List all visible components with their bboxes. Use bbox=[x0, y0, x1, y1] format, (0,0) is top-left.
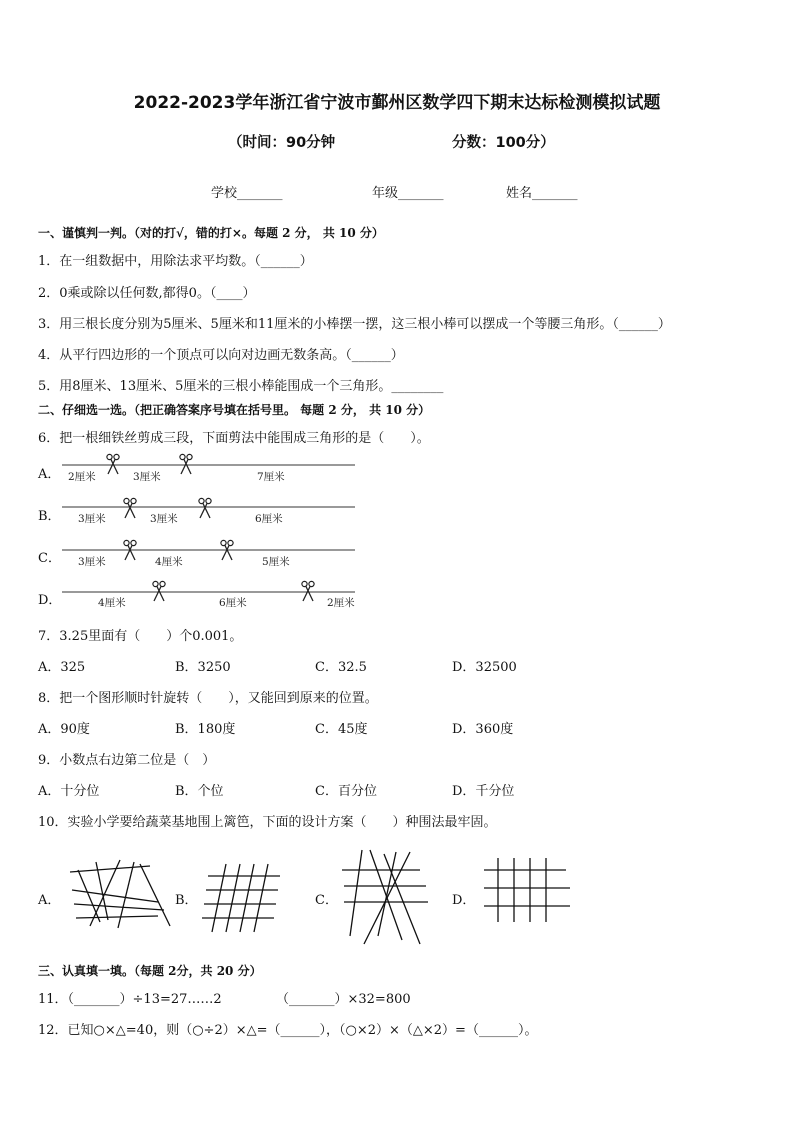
q6-a-segment-2: 3厘米 bbox=[133, 471, 161, 483]
fence-c-diagram bbox=[342, 850, 428, 944]
question-6: 6．把一根细铁丝剪成三段，下面剪法中能围成三角形的是（ ）。 bbox=[38, 431, 430, 446]
q6-option-b-label: B． bbox=[38, 509, 61, 524]
section-2-heading: 二、仔细选一选。（把正确答案序号填在括号里。 每题 2 分， 共 10 分） bbox=[38, 403, 431, 417]
q6-b-segment-2: 3厘米 bbox=[150, 513, 178, 525]
q8-option-b: B．180度 bbox=[175, 722, 236, 737]
q9-option-a: A．十分位 bbox=[38, 784, 100, 799]
q6-wire-diagrams bbox=[0, 450, 400, 620]
fence-d-diagram bbox=[484, 858, 570, 922]
scissors-icon bbox=[153, 581, 165, 601]
q6-d-segment-2: 6厘米 bbox=[219, 597, 247, 609]
fence-a-diagram bbox=[70, 860, 170, 928]
q6-a-segment-3: 7厘米 bbox=[257, 471, 285, 483]
scissors-icon bbox=[199, 498, 211, 518]
q6-option-a-label: A． bbox=[38, 467, 61, 482]
section-3-heading: 三、认真填一填。（每题 2分，共 20 分） bbox=[38, 964, 262, 978]
q6-c-segment-3: 5厘米 bbox=[262, 556, 290, 568]
q10-option-d-label: D． bbox=[452, 893, 476, 908]
q6-option-a-wire bbox=[62, 454, 355, 483]
q6-c-segment-2: 4厘米 bbox=[155, 556, 183, 568]
q10-option-b-label: B． bbox=[175, 893, 198, 908]
scissors-icon bbox=[302, 581, 314, 601]
scissors-icon bbox=[180, 454, 192, 474]
q9-option-b: B．个位 bbox=[175, 784, 224, 799]
q7-option-c: C．32.5 bbox=[315, 660, 367, 675]
question-9: 9．小数点右边第二位是（ ） bbox=[38, 753, 216, 768]
q8-option-d: D．360度 bbox=[452, 722, 514, 737]
q9-option-c: C．百分位 bbox=[315, 784, 377, 799]
exam-score: 分数：100分） bbox=[452, 135, 555, 151]
question-10: 10．实验小学要给蔬菜基地围上篱笆，下面的设计方案（ ）种围法最牢固。 bbox=[38, 815, 497, 830]
q8-option-c: C．45度 bbox=[315, 722, 368, 737]
question-8: 8．把一个图形顺时针旋转（ ），又能回到原来的位置。 bbox=[38, 691, 378, 706]
q7-option-d: D．32500 bbox=[452, 660, 517, 675]
q6-option-d-wire bbox=[62, 581, 355, 609]
scissors-icon bbox=[107, 454, 119, 474]
question-3: 3．用三根长度分别为5厘米、5厘米和11厘米的小棒摆一摆，这三根小棒可以摆成一个等腰三角形。（______） bbox=[38, 317, 671, 332]
q6-option-c-label: C． bbox=[38, 551, 61, 566]
question-4: 4．从平行四边形的一个顶点可以向对边画无数条高。（______） bbox=[38, 348, 404, 363]
q10-fence-diagrams bbox=[0, 840, 600, 950]
q6-c-segment-1: 3厘米 bbox=[78, 556, 106, 568]
grade-field: 年级_______ bbox=[372, 186, 444, 201]
question-12: 12．已知○×△=40，则（○÷2）×△=（______），（○×2）×（△×2）=（______）。 bbox=[38, 1023, 538, 1038]
question-2: 2．0乘或除以任何数,都得0。（____） bbox=[38, 286, 256, 301]
q6-b-segment-3: 6厘米 bbox=[255, 513, 283, 525]
q7-option-b: B．3250 bbox=[175, 660, 231, 675]
school-field: 学校_______ bbox=[211, 186, 283, 201]
fence-b-diagram bbox=[202, 864, 280, 932]
question-1: 1．在一组数据中，用除法求平均数。（______） bbox=[38, 254, 313, 269]
question-11b: （_______）×32=800 bbox=[276, 992, 411, 1007]
exam-time: （时间：90分钟 bbox=[228, 135, 336, 151]
question-11a: 11．（_______）÷13=27……2 bbox=[38, 992, 222, 1007]
q6-option-d-label: D． bbox=[38, 593, 62, 608]
q7-option-a: A．325 bbox=[38, 660, 86, 675]
q9-option-d: D．千分位 bbox=[452, 784, 515, 799]
name-field: 姓名_______ bbox=[506, 186, 578, 201]
q6-option-b-wire bbox=[62, 498, 355, 525]
scissors-icon bbox=[124, 498, 136, 518]
question-5: 5．用8厘米、13厘米、5厘米的三根小棒能围成一个三角形。________ bbox=[38, 379, 444, 394]
q6-a-segment-1: 2厘米 bbox=[68, 471, 96, 483]
q6-d-segment-3: 2厘米 bbox=[327, 597, 355, 609]
q8-option-a: A．90度 bbox=[38, 722, 90, 737]
q10-option-c-label: C． bbox=[315, 893, 338, 908]
q6-d-segment-1: 4厘米 bbox=[98, 597, 126, 609]
question-7: 7．3.25里面有（ ）个0.001。 bbox=[38, 629, 243, 644]
q6-b-segment-1: 3厘米 bbox=[78, 513, 106, 525]
page-title: 2022-2023学年浙江省宁波市鄞州区数学四下期末达标检测模拟试题 bbox=[133, 93, 661, 113]
q6-option-c-wire bbox=[62, 540, 355, 568]
section-1-heading: 一、谨慎判一判。（对的打√，错的打×。每题 2 分， 共 10 分） bbox=[38, 226, 384, 240]
q10-option-a-label: A． bbox=[38, 893, 61, 908]
